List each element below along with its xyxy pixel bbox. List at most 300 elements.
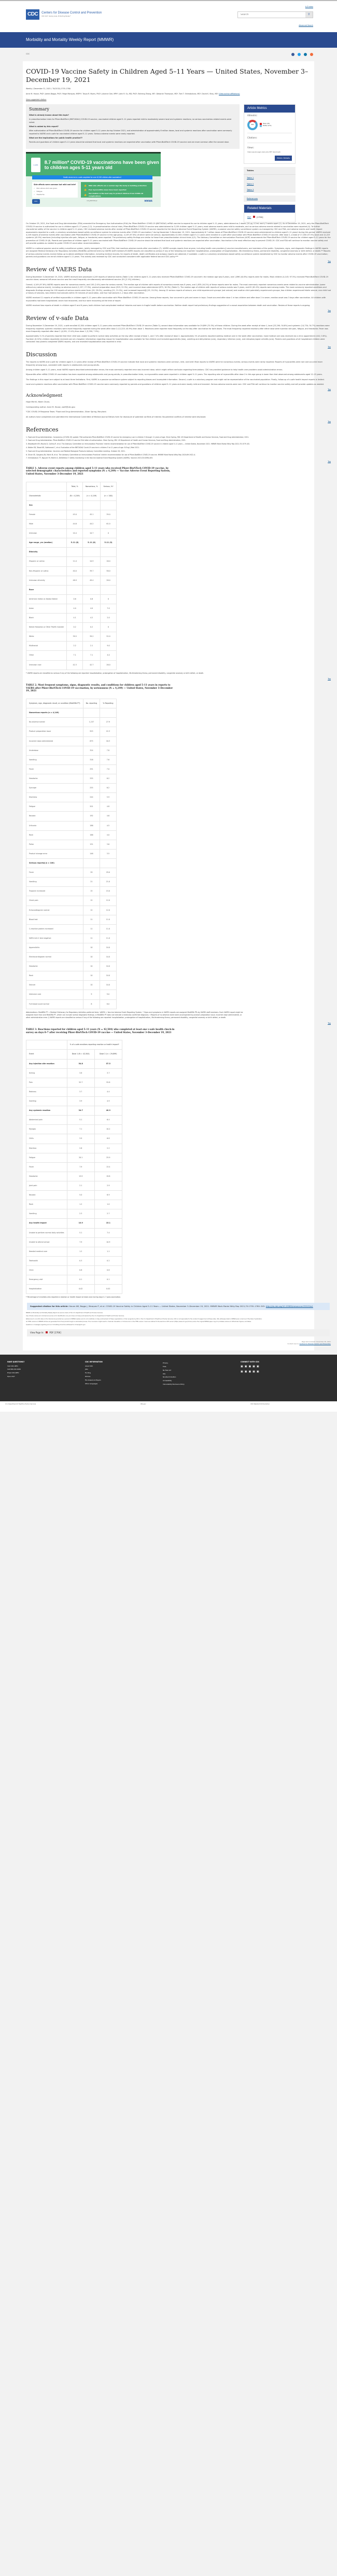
table-cell: Underdose [26, 746, 83, 755]
breadcrumb-cdc[interactable]: CDC [26, 53, 30, 55]
table-row [26, 746, 117, 755]
table-cell: 4.8 [100, 802, 116, 812]
table-cell: 291 [83, 764, 100, 774]
footer-link[interactable]: FOIA [163, 1365, 166, 1368]
table-cell: Headache [26, 962, 83, 971]
table-row [26, 915, 117, 924]
exit-disclaimer-link[interactable]: CDC Website Exit Disclaimer [250, 1403, 270, 1405]
table-row [26, 784, 117, 793]
table-header-row [26, 1040, 122, 1050]
altmetric-label: Altmetric: [247, 114, 258, 117]
table-cell: Any injection site reaction [26, 1059, 67, 1068]
table-1-note: * VAERS reports are classified as serious if any of the following are reported: hospitalization, prolongation of hospitalization, life-threatening illness, permanent disability, congenital anomaly or birth defect, or death. [26, 672, 204, 674]
table-cell: 15 [83, 887, 100, 896]
table-cell: 11 [83, 924, 100, 934]
table-cell: 10 [83, 971, 100, 981]
table-cell: 15.0 [100, 887, 116, 896]
table-cell: Characteristic [26, 491, 67, 500]
acknowledgment-text: Hope Merrill, Nkem Chuks. [26, 401, 50, 403]
table-cell: 6.2 [100, 774, 116, 783]
thumbs-up-item: 👍 Few myocarditis cases have been reported [84, 188, 149, 191]
table-row [26, 557, 117, 566]
vaers-p4: VAERS received two reports of death in children aged 5 and 6 years; both children had complicated medical histories and were in fragile health before vaccination. Neither death report had preliminary findings suggestive of a causal association between death and vaccination. Review of these reports is ongoing. [26, 304, 311, 307]
footer-link[interactable]: Privacy [163, 1362, 168, 1364]
table-cell: 10 [83, 962, 100, 971]
view-page-label: View Page In: [30, 1331, 44, 1334]
table-cell: 1.1 [94, 1247, 122, 1256]
infographic-side-effects [32, 182, 78, 198]
table-cell: 16.0 [101, 557, 116, 566]
table-3 [26, 1028, 331, 1299]
top-link[interactable]: Top [328, 677, 331, 680]
table-cell: 16.3 [100, 736, 116, 746]
footer-link[interactable]: About CDC [85, 1364, 93, 1367]
mmwr-logo: MMWR [144, 200, 152, 203]
summary-a3: Parents and guardians of children aged 5–11 years should be advised that local and systemic reactions are expected after vaccination with Pfizer-BioNTech COVID-19 vaccine and are more common after the second dose. [29, 141, 229, 144]
site-footer [0, 1355, 337, 1401]
table-cell: Asian [26, 604, 67, 613]
table-row [26, 1237, 122, 1247]
top-link[interactable]: Top [328, 260, 331, 263]
discussion-p3: Myocarditis after mRNA COVID-19 vaccination has been reported among adolescents and young adults; in preauthorization trials, no myocarditis cases were reported in children aged 5–11 years. The reporting rate of myocarditis after dose 2 in this age group is lower than that observed among adolescents aged 12–15 years. [26, 373, 322, 376]
table-cell: 255 [83, 774, 100, 783]
table-cell [26, 482, 67, 491]
table-cell: Black [26, 614, 67, 623]
table-cell: 25.9 [94, 1153, 122, 1162]
table-cell: 0.6 [67, 594, 82, 604]
table-cell: 39.0 [101, 510, 116, 519]
discussion-p4: The findings in this report are subject to at least three limitations. First, VAERS is a passive surveillance system subject to reporting biases and incomplete information. Second, v-safe is a voluntary program and might not be representative of the vaccinated population. Finally, follow-up of v-safe health impact reports is limited. [26, 378, 325, 381]
table-cell: Blood test [26, 915, 83, 924]
footer-link-call[interactable]: Call 800-232-4636 [7, 1368, 21, 1371]
pdf-icon [46, 1331, 48, 1333]
table-cell [101, 585, 116, 594]
table-cell: 3.7 [67, 1087, 94, 1096]
table-cell: 45.0 [67, 510, 82, 519]
table-row [26, 1116, 122, 1125]
table-cell: 44.2 [82, 519, 101, 528]
table-cell: 3.7 [94, 1068, 122, 1078]
table-cell: 1.0 [94, 1200, 122, 1209]
table-cell: 1,157 [83, 718, 100, 727]
footer-link-email[interactable]: Email CDC-INFO [7, 1372, 19, 1374]
tables-panel [244, 167, 296, 193]
table-cell: 11.0 [100, 934, 116, 943]
table-cell: 8 [83, 999, 100, 1009]
top-link[interactable]: Top [328, 388, 331, 391]
table-row [26, 1078, 122, 1087]
cdc-logo[interactable] [26, 9, 102, 20]
footer-open-hours: Open 24/7 [7, 1375, 15, 1377]
table-cell: 10 [83, 981, 100, 990]
table-row [26, 990, 117, 999]
related-title: Related Materials [244, 205, 295, 213]
table-cell: Nausea [26, 812, 83, 821]
summary-q2: What is added by this report? [29, 126, 59, 128]
table-cell: 244 [83, 793, 100, 802]
table-row [26, 1144, 122, 1153]
footer-link[interactable]: OIG [163, 1372, 166, 1375]
table-row [26, 812, 117, 821]
table-cell: Pallor [26, 840, 83, 849]
table-cell: 3.9 [67, 1134, 94, 1144]
vsafe-p1: During November 3–December 19, 2021, v-safe enrolled 42,504 children aged 5–11 years who received Pfizer-BioNTech COVID-19 vaccine (Table 3); second dose information was available for 29,899 (70.3%) of these children. During the week after receipt of dose 1, local (23,290; 54.8%) and systemic (14,734; 34.7%) reactions were frequently reported; systemic reactions were more frequently reported during the week after dose 2 (12,223; 40.9%) than dose 1. Reactions were reported most frequently on the day after vaccination for both doses. The most frequently reported reactions after either dose were injection site pain, fatigue, and headache. Fever was more frequently reported after dose 2 (4,001; 13.4%) than dose 1 (3,350; 7.9%). [26, 325, 330, 332]
references-list [26, 436, 331, 459]
social-share [291, 53, 313, 56]
table-cell: Incorrect dose administered [26, 736, 83, 746]
site-header [0, 0, 337, 32]
footer-link[interactable]: File Viewers & Players [85, 1378, 101, 1381]
table-cell: Rash [26, 971, 83, 981]
table-cell: 45.1 [82, 510, 101, 519]
table-row [26, 519, 117, 528]
table-cell: 2.2 [94, 1144, 122, 1153]
table-row [26, 632, 117, 642]
table-cell: Serious, %* [101, 482, 116, 491]
table-cell: 0.1 [94, 1275, 122, 1285]
fine-print-1: MMWR and Morbidity and Mortality Weekly Report are service marks of the U.S. Department of Health and Human Services. [26, 1312, 103, 1314]
table-row [26, 576, 117, 585]
suggested-citation-box [27, 1303, 330, 1310]
table-2-caption: TABLE 2. Most frequent symptoms, signs, diagnostic results, and conditions for children aged 5–11 years in reports to VAERS after Pfizer-BioNTech COVID-19 vaccination, by seriousness (N = 4,249) — United States, November 3–December 19, 2021 [26, 684, 173, 692]
cdc-info-title: CDC INFORMATION [85, 1360, 103, 1363]
table-row [26, 1153, 122, 1162]
table-cell: 146 [83, 849, 100, 858]
table-cell: 42.7 [82, 660, 101, 670]
table-cell: 925 [83, 727, 100, 736]
discussion-p5: Local and systemic reactions after vaccination with Pfizer-BioNTech COVID-19 vaccine were commonly reported by parents and guardians of children aged 5–11 years and were mostly mild and transient. Serious adverse events were rare. CDC and FDA will continue to monitor vaccine safety and will provide updates as needed. [26, 383, 324, 386]
table-cell: 1.2 [67, 1247, 94, 1256]
table-row [26, 793, 117, 802]
thumbs-up-item: 👍 Vaccination is the best way to protect children from COVID-19 complications [84, 192, 149, 197]
top-link[interactable]: Top [328, 345, 331, 348]
table-cell: Other [26, 651, 67, 660]
table-cell: 29 [83, 868, 100, 878]
table-row [26, 1209, 122, 1219]
table-cell: Any systemic reaction [26, 1106, 67, 1116]
top-link[interactable]: Top [328, 461, 331, 463]
pdf-link[interactable]: PDF [247, 216, 251, 219]
discussion-heading: Discussion [26, 351, 57, 358]
table-cell: 11.0 [100, 924, 116, 934]
table-cell: Non-Hispanic or Latino [26, 566, 67, 576]
table-row [26, 821, 117, 830]
facebook-icon[interactable] [291, 53, 294, 56]
visual-abstract[interactable] [26, 152, 161, 207]
top-link[interactable]: Top [328, 421, 331, 423]
citation-label: Suggested citation for this article: [30, 1305, 68, 1308]
table-cell: 10.0 [100, 962, 116, 971]
table-row [26, 1162, 122, 1172]
table-row [26, 755, 117, 764]
conflict-of-interest: All authors have completed and submitted the International Committee of Medical Journal Editors form for disclosure of potential conflicts of interest. No potential conflicts of interest were disclosed. [26, 415, 206, 418]
citation-text: Hause AM, Baggs J, Marquez P, et al. COVID-19 Vaccine Safety in Children Aged 5–11 Years — United States, November 3–December 19, 2021. MMWR Morb Mortal Wkly Rep 2021;70:1755–1760. DOI: [69, 1305, 265, 1308]
table-cell: Native Hawaiian or Other Pacific Islander [26, 623, 67, 632]
article-body [26, 222, 331, 1345]
twitter-icon[interactable] [298, 53, 301, 56]
table-cell: 4.5 [100, 821, 116, 830]
table-cell: 151 [83, 840, 100, 849]
table-3-note: * Percentage of enrollees who reported a reaction or health impact at least once during days 0–7 post-vaccination. [26, 1296, 121, 1299]
table-cell: Dose 2 (n = 29,899) [94, 1050, 122, 1059]
footer-link[interactable]: Accessibility [163, 1380, 172, 1382]
footer-link[interactable]: Funding [85, 1372, 91, 1374]
metric-details-button[interactable]: Metric Details [275, 156, 292, 161]
table-2-link[interactable]: Table 2 [247, 182, 254, 185]
page-reviewed [26, 1341, 331, 1345]
table-cell: 7.1 [67, 651, 82, 660]
social-icons-row-2[interactable]: ▣▣▣▣▣ [241, 1370, 261, 1373]
footer-link[interactable]: No Fear Act [163, 1369, 172, 1371]
vaers-p1: During November 3–December 19, 2021, VAERS received and processed 4,249 reports of adverse events (Table 1) for children aged 5–11 years who received Pfizer-BioNTech COVID-19 vaccine††; the median age was 8 years, and 1,896 (44.6%) reports were for males. Most children (4,143; 97.5%) received Pfizer-BioNTech COVID-19 vaccine alone; seasonal influenza vaccine was the most frequently simultaneously administered vaccine (91 [2.1%] children). [26, 275, 329, 281]
table-row [26, 1181, 122, 1190]
vsafe-heading: Review of v-safe Data [26, 315, 89, 322]
table-cell: Male [26, 519, 67, 528]
table-cell: Any health impact [26, 1219, 67, 1228]
table-1-link[interactable]: Table 1 [247, 176, 254, 179]
table-cell [100, 858, 116, 868]
linkedin-icon[interactable] [304, 53, 307, 56]
footer-link[interactable]: Policies [85, 1375, 91, 1377]
table-row [26, 566, 117, 576]
table-cell: Hospitalization [26, 1285, 67, 1294]
table-cell: 2.2 [67, 642, 82, 651]
table-cell: 4.2 [82, 614, 101, 623]
top-link[interactable]: Top [328, 309, 331, 312]
citations-label: Citations: [247, 136, 258, 140]
cdc-logo-mark: CDC [26, 9, 39, 20]
table-cell: Fever [26, 764, 83, 774]
table-cell: Pain [26, 1078, 67, 1087]
table-cell: Unknown race [26, 660, 67, 670]
table-cell: 5.1 [67, 1116, 94, 1125]
table-row [26, 736, 117, 746]
table-cell: 316 [83, 755, 100, 764]
footer-link[interactable]: Nondiscrimination [163, 1376, 176, 1378]
table-cell: 10 [83, 953, 100, 962]
table-group-row [26, 858, 117, 868]
table-cell: Total, % [67, 482, 82, 491]
check-item: ✓ Headache [34, 193, 76, 196]
table-group-row [26, 538, 117, 548]
syndicate-icon[interactable] [310, 53, 313, 56]
article-metrics-panel [244, 104, 296, 164]
table-cell: 3.6 [100, 840, 116, 849]
table-row [26, 953, 117, 962]
author-affiliations-link[interactable]: (View author affiliations) [219, 93, 240, 95]
table-cell: 4.0 [101, 651, 116, 660]
table-row [26, 1200, 122, 1209]
table-cell: 166 [83, 830, 100, 840]
footer-link-visit[interactable]: Visit CDC-INFO [7, 1364, 18, 1367]
table-cell: 0.6 [82, 594, 101, 604]
table-cell: 29.0 [100, 868, 116, 878]
intro-paragraph: On October 29, 2021, the Food and Drug Administration (FDA) amended the Emergency Use Authorization (EUA) for Pfizer-BioNTech COVID-19 (BNT162b2) mRNA vaccine to expand its use to children aged 5–11 years, administered as 2 doses (10 µg, 0.2mL each) 3 weeks apart (1). As of December 19, 2021, only the Pfizer-BioNTech COVID-19 vaccine is authorized for use in children aged 5–17 years (2,3). In preauthorization clinical trials, Pfizer-BioNTech COVID-19 vaccine was administered to 3,109 children aged 5–11 years; most adverse events were mild to moderate, and no serious adverse events related to vaccination were reported (4). To further characterize safety of the vaccine in children aged 5–11 years, CDC reviewed adverse events after receipt of Pfizer-BioNTech COVID-19 vaccine reported to the Vaccine Adverse Event Reporting System (VAERS), a passive vaccine safety surveillance system co-managed by CDC and FDA, and adverse events and health impact assessments reported to v-safe, a voluntary smartphone-based safety surveillance system for adverse events after COVID-19 vaccination,* during November 3–December 19, 2021. Approximately 8.7 million doses of Pfizer-BioNTech COVID-19 vaccine were administered to children aged 5–11 years† during this period; VAERS received 4,249 reports of adverse events after vaccination with Pfizer-BioNTech COVID-19 vaccine in this age group, 4,149 (97.6%) of which were not serious. Approximately 42,504 children aged 5–11 years were enrolled in v-safe after vaccination with Pfizer-BioNTech COVID-19 vaccine; after dose 2, a total of 17,180 (57.5%) local and 12,223 systemic (40.9%) reactions (including injection-site pain, fatigue, or headache) were reported. The preliminary safety findings are similar to those from preauthorization clinical trials (4,5). The Advisory Committee on Immunization Practices (ACIP) recommends the Pfizer-BioNTech COVID-19 vaccine for children aged 5–11 years for the prevention of COVID-19 (6). Parents and guardians of children aged 5–11 years vaccinated with Pfizer-BioNTech COVID-19 vaccine should be advised that local and systemic reactions are expected after vaccination. Vaccination is the most effective way to prevent COVID-19. CDC and FDA will continue to monitor vaccine safety and will provide updates as needed to guide COVID-19 vaccination recommendations. [26, 222, 331, 245]
doi-link[interactable]: http://dx.doi.org/10.15585/mmwr.mm705152a1 [265, 1305, 313, 1308]
fine-print-3: References to non-CDC sites on the Internet are provided as a service to MMWR readers and do not constitute or imply endorsement of these organizations or their programs by CDC or the U.S. Department of Health and Human Services. CDC is not responsible for the content of pages found at these sites. URL addresses listed in MMWR were current as of the date of publication. [26, 1318, 262, 1320]
table-cell: Swelling [26, 1096, 67, 1106]
advanced-search-link[interactable]: Advanced Search [299, 24, 313, 26]
table-3-link[interactable]: Table 3 [247, 188, 254, 191]
table-cell: 52.7 [67, 1078, 94, 1087]
table-cell: American Indian or Alaska Native [26, 594, 67, 604]
infographic-key-points [81, 182, 152, 198]
table-cell: Appendicitis [26, 943, 83, 952]
table-cell: 255 [83, 784, 100, 793]
table-cell: 57.5 [94, 1059, 122, 1068]
table-cell: 0.6 [94, 1265, 122, 1275]
table-cell: Multiracial [26, 642, 67, 651]
table-row [26, 1256, 122, 1265]
table-row [26, 764, 117, 774]
related-materials-panel [244, 204, 296, 222]
vaers-p3: VAERS received 11 reports of verified myocarditis in children aged 5–11 years after vaccination with Pfizer-BioNTech COVID-19 vaccine. Among these reports, four occurred in girls and seven in boys. Onset occurred after dose 1 in two children and after dose 2 in seven; median onset was 3 days after vaccination. All children with myocarditis had been hospitalized; seven had recovered, and four were recovering at the time of report. [26, 297, 326, 302]
az-index-link[interactable]: A-Z Index [305, 6, 313, 8]
table-cell: 39.5 [67, 632, 82, 642]
article-title: COVID-19 Vaccine Safety in Children Aged 5–11 Years — United States, November 3–December 19, 2021 [26, 67, 308, 83]
footer-link[interactable]: Other Languages [85, 1382, 98, 1385]
mmwr-banner[interactable]: Morbidity and Mortality Weekly Report (MMWR) [0, 32, 337, 48]
summary-q3: What are the implications for public health practice?? [29, 137, 82, 140]
table-cell: Race [26, 585, 67, 594]
table-cell: 28.0 [101, 576, 116, 585]
table-cell: 4.1 [67, 614, 82, 623]
view-pdf-link[interactable]: PDF [276K] [49, 1331, 61, 1334]
pdf-icon [253, 216, 255, 218]
table-1-grid [26, 482, 117, 670]
search-box [237, 11, 313, 18]
table-row [26, 1172, 122, 1181]
search-input[interactable] [238, 12, 305, 18]
table-cell: 4.0 [67, 604, 82, 613]
reference-item: 2. Food and Drug Administration. Pfizer-BioNTech COVID-19 vaccine EUA letter of authorization. Silver Spring, MD: US Department of Health and Human Services, Food and Drug Administration; 2021. [26, 439, 186, 442]
content-source-link[interactable]: Centers for Disease Control and Prevention [299, 1343, 331, 1345]
connect-title: CONNECT WITH CDC [241, 1360, 260, 1363]
table-cell [100, 708, 116, 718]
views-note: Views equals page views plus PDF downloads [247, 151, 280, 154]
table-row [26, 623, 117, 632]
table-group-row [26, 548, 117, 557]
table-row [26, 981, 117, 990]
table-cell: 6.4 [94, 1116, 122, 1125]
table-cell: 9.0 [100, 990, 116, 999]
sidebar [244, 104, 296, 223]
vsafe-p2: Approximately 5.1% of parents reported that their child was unable to perform normal daily activities on the day after receipt of dose 1, and 7.4% after receipt of dose 2. Approximately 1% of parents reported seeking medical care in the week after vaccination; most medical care was received via a clinic appointment (441; 0.6%). Fourteen (0.02%) children reportedly received care at a hospital; information regarding reason for hospitalization was available for five children and included appendicitis (two), vomiting and dehydration (one), respiratory infection (one), and retropharyngeal cellulitis (one). Parents and guardians of all hospitalized children were contacted: two parents completed VAERS reports, and one revealed hospitalization was reported in error. [26, 335, 327, 343]
table-cell: 13.9 [67, 1172, 94, 1181]
table-cell: (N = 4,249) [67, 491, 82, 500]
table-row [26, 1096, 122, 1106]
table-cell: 12.0 [100, 906, 116, 915]
table-cell: No. reporting [83, 699, 100, 708]
table-cell: Headache [26, 774, 83, 783]
thumbs-up-item: 👍 Mild side effects are a normal sign the body is building protection [84, 184, 149, 187]
table-cell: Female [26, 510, 67, 519]
table-cell: 0.02 [67, 1285, 94, 1294]
table-cell: Urticaria [26, 821, 83, 830]
table-row [26, 660, 117, 670]
cdc-badge: CDC [32, 199, 40, 204]
fine-print-4: All HTML versions of MMWR articles are generated from final proofs through an automated process. This conversion might result in character translation or format errors in the HTML version. Users are referred to the electronic PDF version (https://www.cdc.gov/mmwr) and/or the original MMWR paper copy for printable versions of official text, figures, and tables. [26, 1321, 251, 1323]
table-row [26, 1068, 122, 1078]
reference-item: 5. Food and Drug Administration. Vaccines and Related Biological Products Advisory Committee meeting. October 26, 2021. [26, 450, 125, 452]
vaers-heading: Review of VAERS Data [26, 266, 92, 273]
suggested-citation-link[interactable]: View suggested citation [26, 99, 47, 101]
usa-gov-link[interactable]: USA.gov [140, 1403, 146, 1405]
table-row [26, 830, 117, 840]
table-cell: White [26, 632, 67, 642]
table-cell: 5.0 [67, 1191, 94, 1200]
table-cell: 10 [83, 943, 100, 952]
table-cell: Chills [26, 1134, 67, 1144]
table-row [26, 896, 117, 906]
table-cell: Unable to perform normal daily activities [26, 1228, 67, 1237]
table-cell: 11.0 [100, 915, 116, 924]
table-cell: 0.02 [94, 1285, 122, 1294]
table-cell: Clinic [26, 1265, 67, 1275]
table-cell: 7.0 [100, 764, 116, 774]
top-link[interactable]: Top [328, 1022, 331, 1024]
table-3-grid [26, 1040, 122, 1294]
table-cell: Symptom, sign, diagnostic result, or condition (MedDRA PT) [26, 699, 83, 708]
table-cell: Intensive care [26, 990, 83, 999]
table-cell: 7.1 [82, 651, 101, 660]
table-cell: Age range, yrs (median) [26, 538, 67, 548]
table-row [26, 1265, 122, 1275]
table-cell: 0.2 [94, 1256, 122, 1265]
table-cell: 0.1 [67, 1275, 94, 1285]
references-link[interactable]: References [247, 197, 258, 200]
table-cell: 7.1 [67, 1125, 94, 1134]
hhs-link[interactable]: U.S. Department of Health & Human Services [5, 1403, 36, 1405]
summary-box [26, 104, 240, 149]
table-cell: Fever [26, 1162, 67, 1172]
social-icons[interactable]: ▣▣▣▣▣ [241, 1364, 261, 1368]
table-row [26, 802, 117, 812]
reference-item: 3. Woodworth KR, Moulia D, Collins JP, et al. The Advisory Committee on Immunization Practices' interim recommendation for use of Pfizer-BioNTech COVID-19 vaccine in children aged 5–11 years — United States, November 2021. MMWR Morb Mortal Wkly Rep 2021;70:1579–83. [26, 443, 250, 445]
table-cell: 12 [83, 906, 100, 915]
table-group-row [26, 708, 117, 718]
table-cell: 5.1 [67, 1228, 94, 1237]
table-cell: 11.0 [67, 557, 82, 566]
altmetric-donut[interactable] [247, 120, 258, 130]
table-cell: 0.3 [67, 1256, 94, 1265]
table-cell: 10.9 [94, 1237, 122, 1247]
footer-link[interactable]: Vulnerability Disclosure Policy [163, 1383, 185, 1386]
table-cell: 192 [83, 812, 100, 821]
table-cell: Serious reports§ (n = 100) [26, 858, 83, 868]
table-row [26, 1134, 122, 1144]
table-cell: Telehealth [26, 1256, 67, 1265]
table-cell: % of v-safe enrollees reporting reaction or health impact* [67, 1040, 122, 1050]
search-icon[interactable]: ⚲ [305, 12, 313, 18]
footer-link[interactable]: Jobs [85, 1368, 88, 1371]
reference-item: 4. Walter EB, Talaat KR, Sabharwal C, et al. Evaluation of the BNT162b2 Covid-19 vaccine in children 5 to 11 years of age. N Engl J Med 2021. [26, 446, 140, 449]
table-cell: 0 [101, 594, 116, 604]
table-cell: Product storage error [26, 849, 83, 858]
table-cell: 44.6 [67, 519, 82, 528]
legend-twitter: Twitter (974) [260, 125, 272, 127]
table-row [26, 840, 117, 849]
table-cell: No adverse event† [26, 718, 83, 727]
table-cell: 55.8 [94, 1078, 122, 1087]
reference-item: 1. Food and Drug Administration. Coronavirus (COVID-19) update: FDA authorizes Pfizer-BioNTech COVID-19 vaccine for emergency use in children 5 through 11 years of age. Silver Spring, MD: US Department of Health and Human Services, Food and Drug Administration; 2021. [26, 436, 249, 438]
table-row [26, 1087, 122, 1096]
table-row [26, 1247, 122, 1256]
org-tagline: CDC 24/7: Saving Lives, Protecting People™ [41, 16, 72, 18]
corresponding-author: Corresponding author: Anne M. Hause, voe5@cdc.gov. [26, 406, 76, 408]
table-cell: Full blood count normal [26, 999, 83, 1009]
table-row [26, 962, 117, 971]
